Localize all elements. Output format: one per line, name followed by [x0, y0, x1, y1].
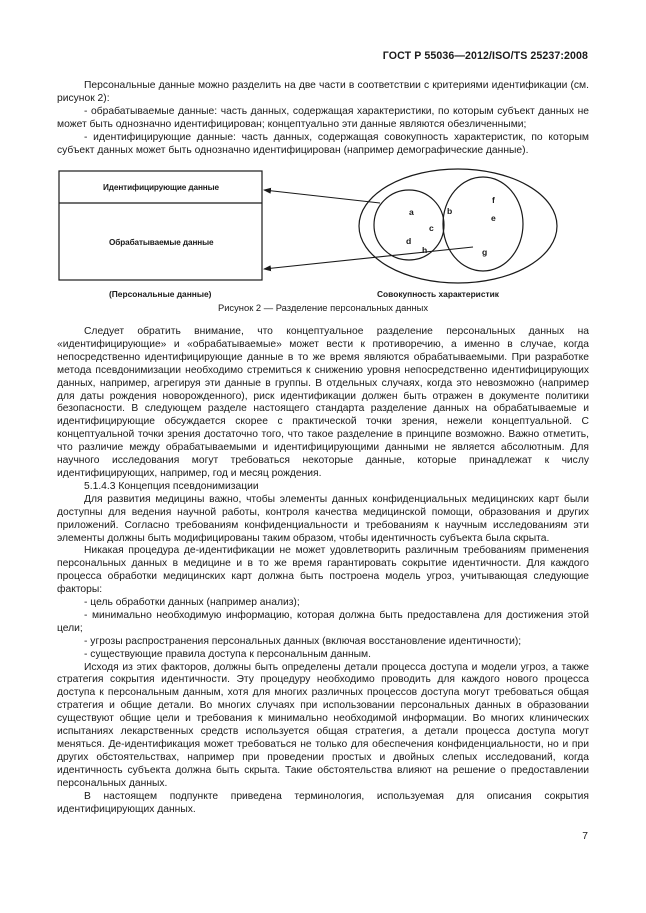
characteristics-ellipse: [359, 169, 557, 283]
list-item: - цель обработки данных (например анализ);: [84, 597, 300, 609]
body-paragraph: Для развития медицины важно, чтобы элементы данных конфиденциальных медицинских карт были доступны для ведения научной работы, контроля качества медицинской помощи, образования и других приложений. Согласно требованиям конфиденциальности и требованиям к научным исследованиям эти элементы должны быть модифицированы таким образом, чтобы идентичность субъекта была скрыта.: [57, 493, 589, 544]
intro-paragraph: Персональные данные можно разделить на две части в соответствии с критериями идентификации (см. рисунок 2):: [57, 80, 589, 104]
point-d: d: [406, 236, 412, 246]
list-item: - минимально необходимую информацию, которая должна быть предоставлена для достижения этой цели;: [57, 609, 589, 634]
section-heading: 5.1.4.3 Концепция псевдонимизации: [84, 480, 259, 492]
identifying-data-definition: - идентифицирующие данные: часть данных, содержащая совокупность характеристик, по которым субъект данных может быть однозначно идентифицирован (например демографические данные).: [57, 131, 589, 156]
list-item: - существующие правила доступа к персональным данным.: [84, 648, 371, 660]
list-item: - угрозы распространения персональных данных (включая восстановление идентичности);: [84, 635, 522, 647]
point-g: g: [482, 247, 488, 257]
identifying-data-label: Идентифицирующие данные: [103, 183, 219, 192]
figure-caption: Рисунок 2 — Разделение персональных данных: [217, 302, 429, 313]
body-paragraph: Никакая процедура де-идентификации не может удовлетворить различным требованиям применения персональных данных в медицине и в то же время гарантировать сокрытие идентичности. Для каждого процесса обработки медицинских карт должна быть построена модель угроз, учитывающая следующие факторы:: [57, 545, 589, 596]
intro-block: [57, 80, 589, 157]
arrow-to-identifying: [264, 190, 380, 203]
point-h: h: [422, 245, 428, 255]
page-number: 7: [582, 831, 588, 842]
point-b: b: [447, 206, 453, 216]
point-a: a: [409, 207, 414, 217]
point-f: f: [492, 195, 495, 205]
body-paragraph: Следует обратить внимание, что концептуальное разделение персональных данных на «идентифицирующие» и «обрабатываемые» может вести к противоречию, а именно в случае, когда непосредственно идентифицирующие данные в то же время являются обрабатываемыми. При разработке метода псевдонимизации необходимо стремиться к снижению уровня непосредственно идентифицирующих данных, например, агрегируя эти данные в группы. В отдельных случаях, когда это невозможно (например для даты рождения новорожденного), риск идентификации должен быть отражен в документе политики безопасности. В следующем разделе настоящего стандарта разделение данных на обрабатываемые и идентифицирующие обсуждается скорее с практической точки зрения, нежели концептуальной. С концептуальной точки зрения достаточно того, что такое разделение в принципе возможно. Важно отметить, что различие между обрабатываемыми и идентифицирующими данными не является абсолютным. Для научного исследования могут требоваться некоторые данные, которые принадлежат к числу идентифицирующих, например, год и месяц рождения.: [57, 326, 589, 479]
body-paragraph: Исходя из этих факторов, должны быть определены детали процесса доступа и модели угроз, а также стратегия сокрытия идентичности. Эту процедуру необходимо проводить для каждого нового процесса доступа к персональным данным, хотя для многих различных процессов доступа могут требоваться общая стратегия и общие детали. Во многих случаях при использовании персональных данных в образовании существуют общие цели и требования к минимально необходимой информации. Во многих клинических испытаниях лекарственных средств используется общая стратегия, а детали процесса доступа могут меняться. Де-идентификация может требоваться не только для обеспечения конфиденциальности, но и при других обстоятельствах, например при проведении простых и двойных слепых исследований, когда идентичность субъекта должна быть скрыта. Такие обстоятельства влияют на решение о предоставлении персональных данных.: [57, 661, 589, 789]
main-text: [57, 326, 589, 816]
personal-data-caption: (Персональные данные): [109, 289, 212, 299]
processed-data-label: Обрабатываемые данные: [109, 238, 214, 247]
standard-header: ГОСТ Р 55036—2012/ISO/TS 25237:2008: [382, 50, 588, 62]
point-e: e: [491, 213, 496, 223]
body-paragraph: В настоящем подпункте приведена терминология, используемая для описания сокрытия идентифицирующих данных.: [57, 790, 589, 815]
processed-data-definition: - обрабатываемые данные: часть данных, содержащая характеристики, по которым субъект данных не может быть однозначно идентифицирован; концептуально эти данные являются обезличенными;: [57, 105, 589, 130]
characteristics-caption: Совокупность характеристик: [377, 289, 499, 299]
point-c: c: [429, 223, 434, 233]
